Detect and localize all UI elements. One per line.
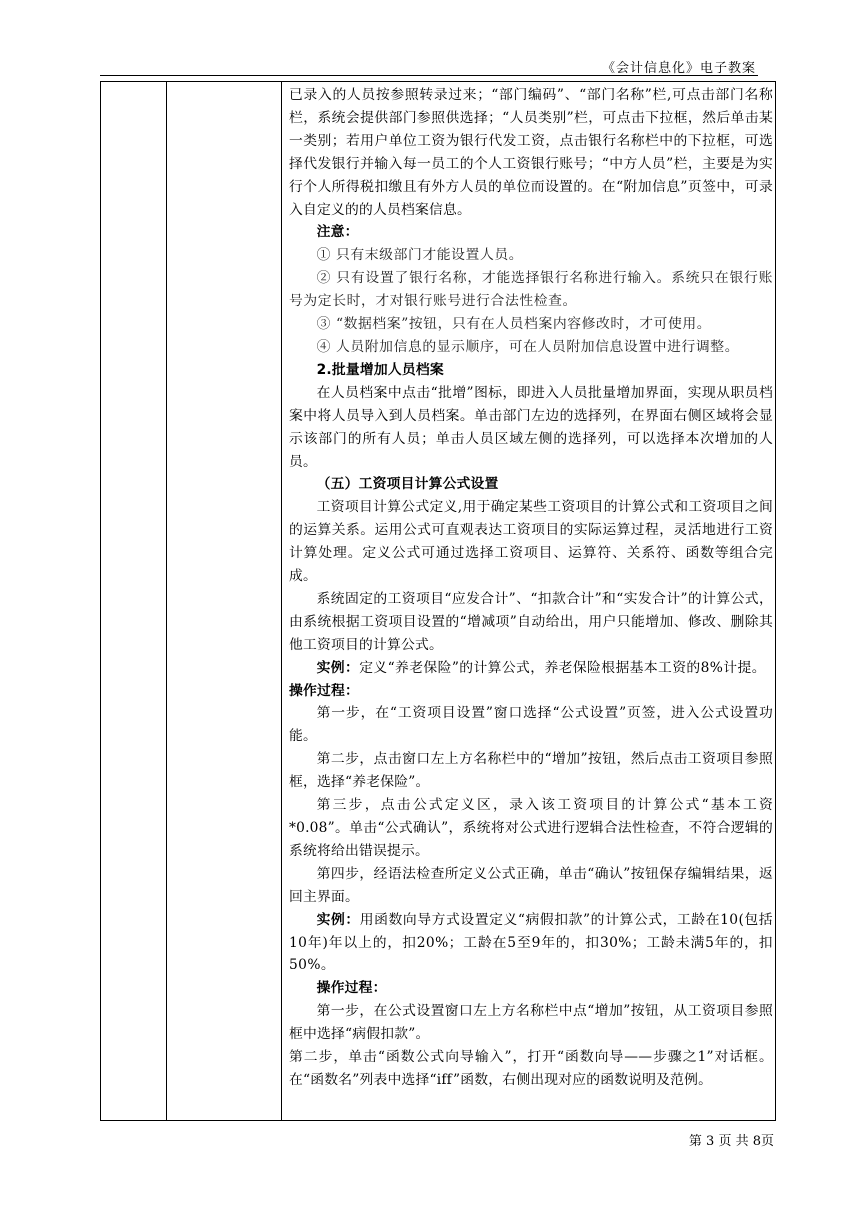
step-paragraph: 第二步，单击“函数公式向导输入”，打开“函数向导——步骤之1”对话框。在“函数名”列表中选择“iff”函数，右侧出现对应的函数说明及范例。 bbox=[289, 1049, 773, 1088]
paragraph: 工资项目计算公式定义,用于确定某些工资项目的计算公式和工资项目之间的运算关系。运用公式可直观表达工资项目的实际运算过程，灵活地进行工资计算处理。定义公式可通过选择工资项目、运算符、关系符、函数等组合完成。 bbox=[289, 499, 773, 585]
procedure-label: 操作过程： bbox=[316, 980, 387, 997]
example-paragraph bbox=[289, 657, 773, 680]
column-divider bbox=[166, 82, 167, 1120]
note-label: 注意： bbox=[316, 224, 359, 241]
step-paragraph: 第二步，点击窗口左上方名称栏中的“增加”按钮，然后点击工资项目参照框，选择“养老保险”。 bbox=[289, 751, 773, 791]
paragraph: 在人员档案中点击“批增”图标，即进入人员批量增加界面，实现从职员档案中将人员导入到人员档案。单击部门左边的选择列，在界面右侧区域将会显示该部门的所有人员；单击人员区域左侧的选择列，可以选择本次增加的人员。 bbox=[289, 384, 773, 470]
note-item: ② 只有设置了银行名称，才能选择银行名称进行输入。系统只在银行账号为定长时，才对银行账号进行合法性检查。 bbox=[289, 270, 773, 310]
example-label: 实例： bbox=[316, 911, 360, 928]
page-header-title: 《会计信息化》电子教案 bbox=[601, 61, 756, 76]
example-text: 用函数向导方式设置定义“病假扣款”的计算公式，工龄在10(包括10年)年以上的，扣20%；工龄在5至9年的，扣30%；工龄未满5年的，扣50%。 bbox=[289, 911, 773, 974]
step-paragraph: 第一步，在“工资项目设置”窗口选择“公式设置”页签，进入公式设置功能。 bbox=[289, 705, 773, 745]
paragraph: 已录入的人员按参照转录过来；“部门编码”、“部门名称”栏,可点击部门名称栏，系统会提供部门参照供选择；“人员类别”栏，可点击下拉框，然后单击某一类别；若用户单位工资为银行代发工资，点击银行名称栏中的下拉框，可选择代发银行并输入每一员工的个人工资银行账号；“中方人员”栏，主要是为实行个人所得税扣缴且有外方人员的单位而设置的。在“附加信息”页签中，可录入自定义的的人员档案信息。 bbox=[289, 87, 773, 218]
example-paragraph bbox=[289, 909, 773, 978]
header-rule bbox=[100, 75, 758, 76]
lesson-table bbox=[100, 81, 776, 1121]
step-paragraph: 第一步，在公式设置窗口左上方名称栏中点“增加”按钮，从工资项目参照框中选择“病假扣款”。 bbox=[289, 1003, 773, 1043]
procedure-label: 操作过程： bbox=[289, 682, 359, 699]
note-item: ① 只有末级部门才能设置人员。 bbox=[316, 247, 524, 264]
content-cell bbox=[289, 84, 773, 1092]
column-divider bbox=[281, 82, 282, 1120]
step-paragraph: 第四步，经语法检查所定义公式正确，单击“确认”按钮保存编辑结果，返回主界面。 bbox=[289, 865, 773, 905]
page-number: 第 3 页 共 8页 bbox=[688, 1134, 774, 1149]
note-item: ④ 人员附加信息的显示顺序，可在人员附加信息设置中进行调整。 bbox=[316, 338, 740, 355]
section-heading: （五）工资项目计算公式设置 bbox=[316, 476, 499, 493]
section-heading: 2.批量增加人员档案 bbox=[316, 361, 444, 378]
example-text: 定义“养老保险”的计算公式，养老保险根据基本工资的8%计提。 bbox=[359, 659, 766, 676]
note-item: ③ “数据档案”按钮，只有在人员档案内容修改时，才可使用。 bbox=[316, 316, 712, 333]
paragraph: 系统固定的工资项目“应发合计”、“扣款合计”和“实发合计”的计算公式，由系统根据工资项目设置的“增减项”自动给出，用户只能增加、修改、删除其他工资项目的计算公式。 bbox=[289, 590, 773, 653]
example-label: 实例： bbox=[316, 659, 360, 676]
step-paragraph: 第三步，点击公式定义区，录入该工资项目的计算公式“基本工资*0.08”。单击“公式确认”，系统将对公式进行逻辑合法性检查，不符合逻辑的系统将给出错误提示。 bbox=[289, 797, 773, 859]
